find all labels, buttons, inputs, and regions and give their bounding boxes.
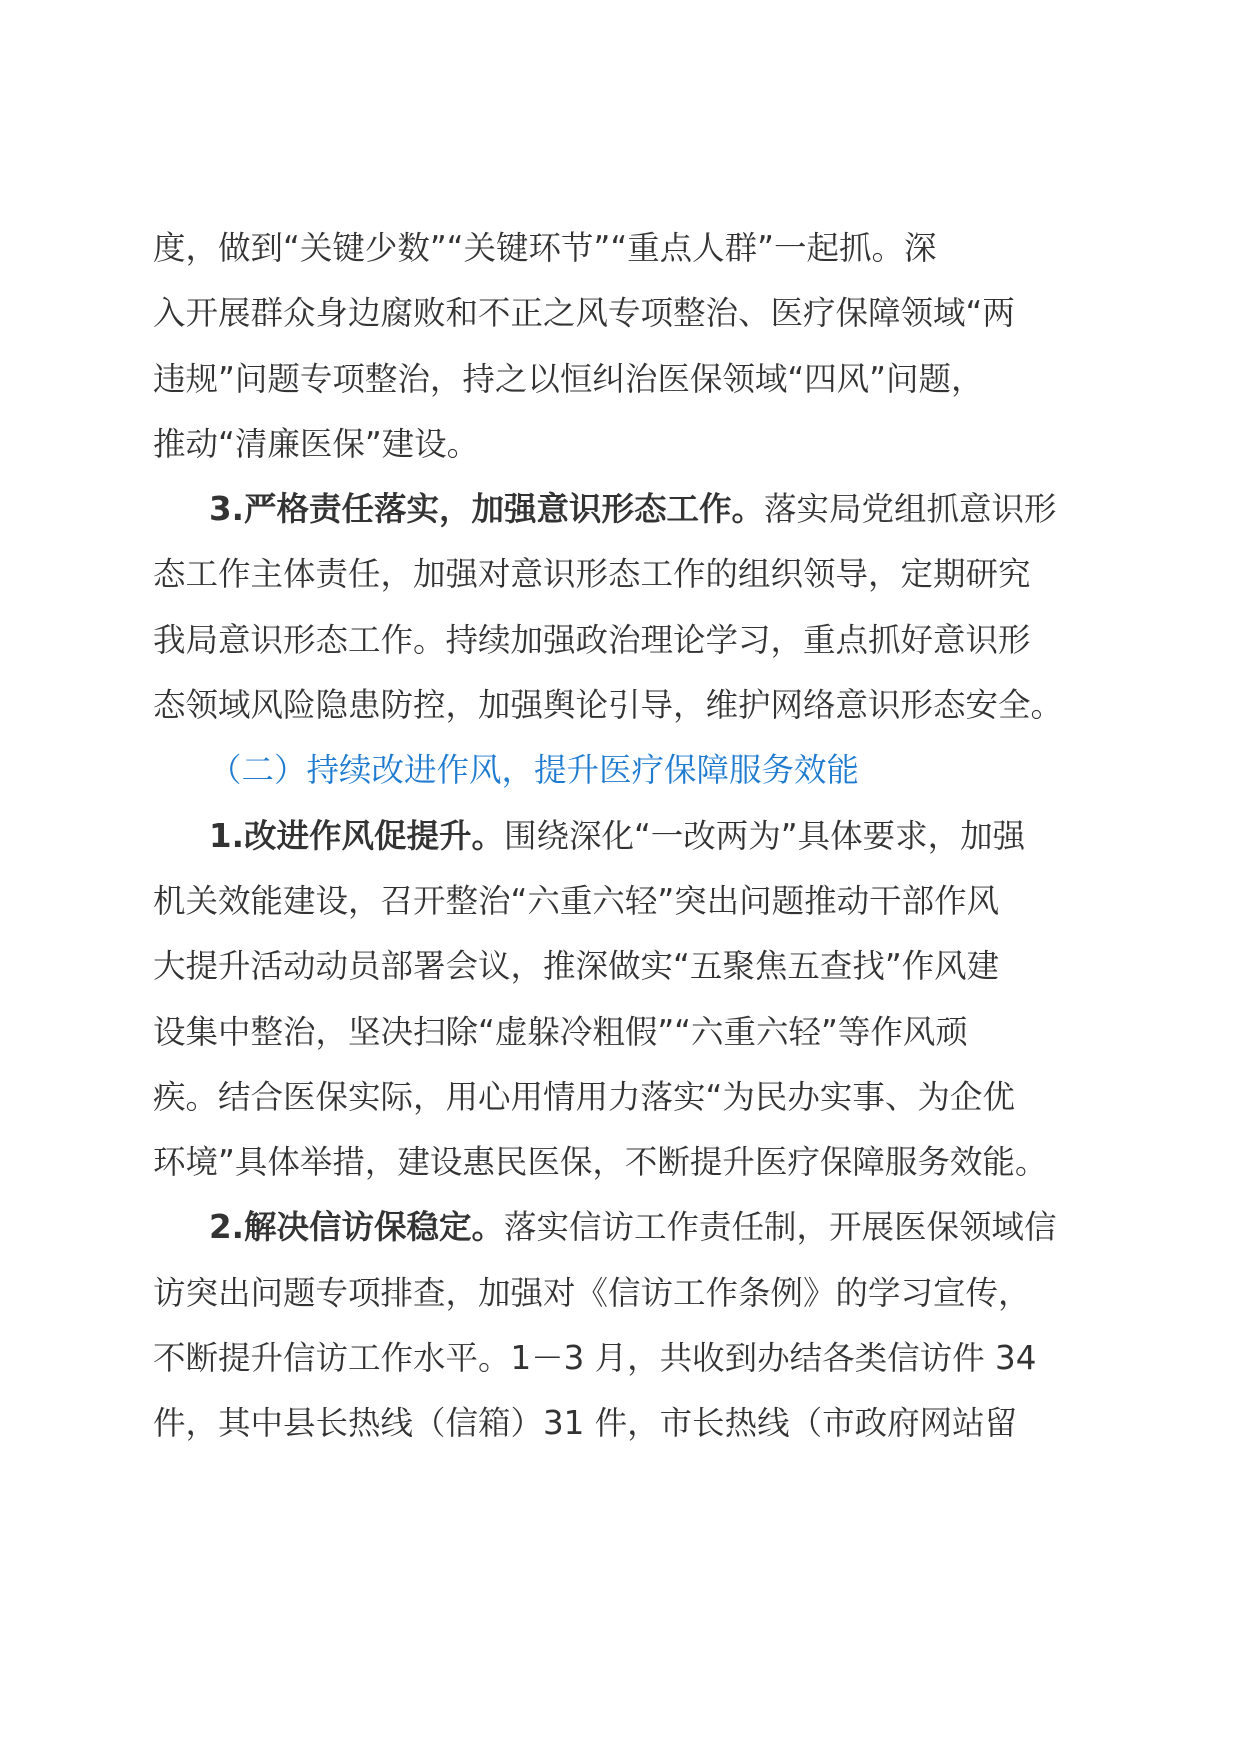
paragraph-line: 环境”具体举措，建设惠民医保，不断提升医疗保障服务效能。	[153, 1143, 1048, 1182]
paragraph-line: 入开展群众身边腐败和不正之风专项整治、医疗保障领域“两	[153, 294, 1015, 333]
paragraph-line: 态工作主体责任，加强对意识形态工作的组织领导，定期研究	[153, 555, 1031, 594]
paragraph-line: 度，做到“关键少数”“关键环节”“重点人群”一起抓。深	[153, 229, 937, 267]
paragraph-line: 不断提升信访工作水平。1－3 月，共收到办结各类信访件 34	[153, 1339, 1037, 1378]
paragraph-line: 推动“清廉医保”建设。	[153, 424, 480, 463]
item-text: 落实信访工作责任制，开展医保领域信	[503, 1208, 1057, 1247]
item-text: 围绕深化“一改两为”具体要求，加强	[503, 816, 1026, 855]
paragraph-line	[153, 1195, 1091, 1260]
item-heading: 2.解决信访保稳定。	[209, 1208, 504, 1247]
document-body	[153, 216, 1091, 1457]
paragraph-line: 大提升活动动员部署会议，推深做实“五聚焦五查找”作风建	[153, 947, 1000, 986]
item-heading: 3.严格责任落实，加强意识形态工作。	[209, 490, 764, 529]
item-text: 落实局党组抓意识形	[763, 490, 1057, 529]
paragraph-line: 我局意识形态工作。持续加强政治理论学习，重点抓好意识形	[153, 620, 1031, 659]
paragraph-line	[153, 477, 1091, 542]
item-heading: 1.改进作风促提升。	[209, 816, 504, 855]
paragraph-line: 设集中整治，坚决扫除“虚躲冷粗假”“六重六轻”等作风顽	[153, 1012, 968, 1051]
paragraph-line: 访突出问题专项排查，加强对《信访工作条例》的学习宣传，	[153, 1273, 1031, 1312]
paragraph-line	[153, 804, 1091, 869]
paragraph-line: 件，其中县长热线（信箱）31 件，市长热线（市政府网站留	[153, 1404, 1018, 1443]
section-heading: （二）持续改进作风，提升医疗保障服务效能	[209, 751, 860, 790]
paragraph-line: 疾。结合医保实际，用心用情用力落实“为民办实事、为企优	[153, 1077, 1015, 1116]
paragraph-line: 机关效能建设，召开整治“六重六轻”突出问题推动干部作风	[153, 881, 1000, 920]
paragraph-line: 违规”问题专项整治，持之以恒纠治医保领域“四风”问题，	[153, 359, 984, 398]
paragraph-line: 态领域风险隐患防控，加强舆论引导，维护网络意识形态安全。	[153, 686, 1064, 725]
